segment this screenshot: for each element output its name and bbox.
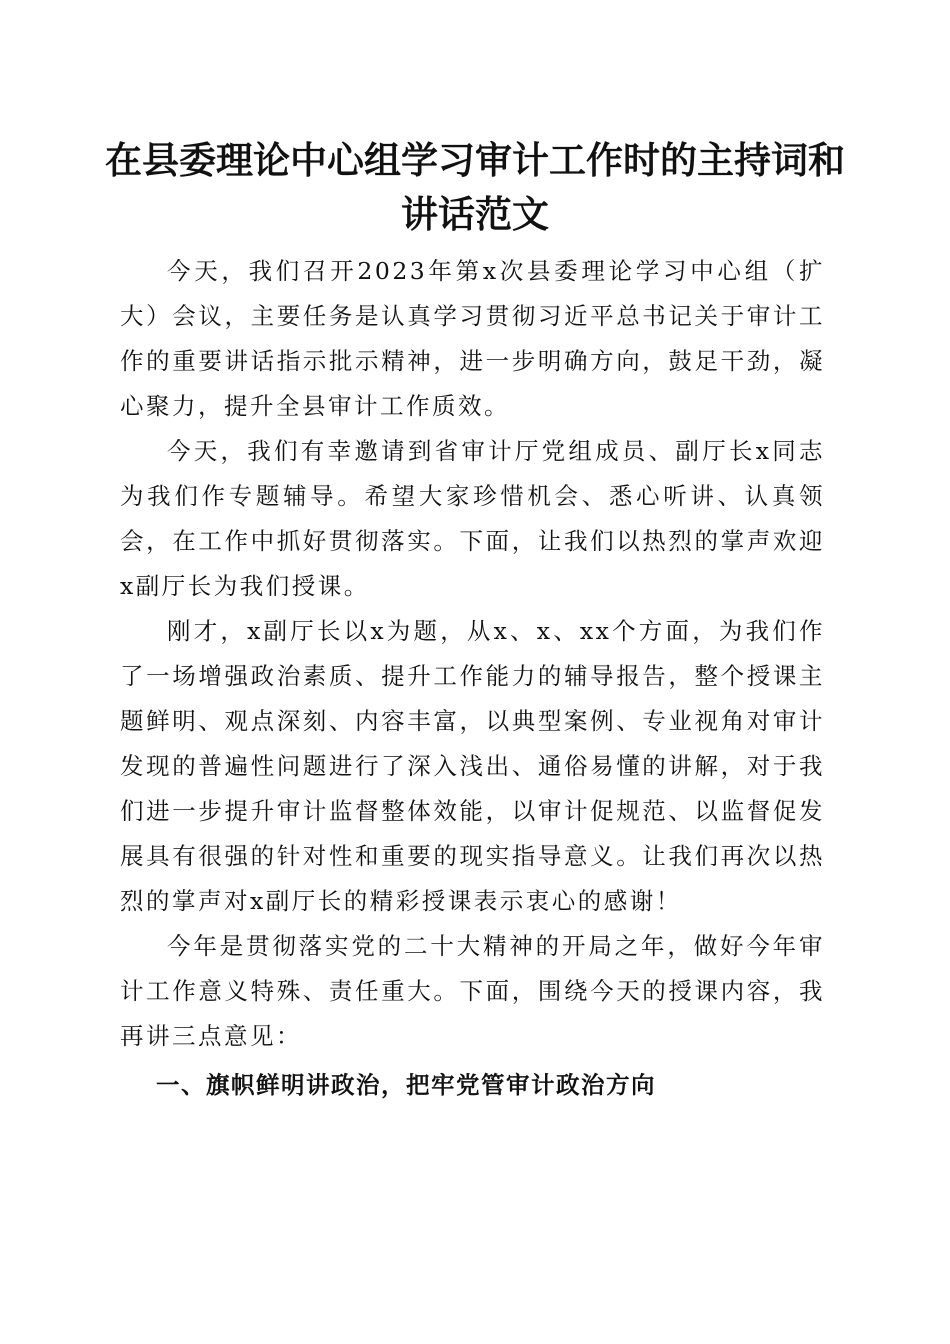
document-title xyxy=(100,133,850,241)
title-line-2: 讲话范文 xyxy=(401,192,549,236)
paragraph-transition: 今年是贯彻落实党的二十大精神的开局之年，做好今年审计工作意义特殊、责任重大。下面，围绕今天的授课内容，我再讲三点意见： xyxy=(120,932,825,1050)
section-heading: 一、旗帜鲜明讲政治，把牢党管审计政治方向 xyxy=(156,1071,656,1099)
paragraph-opening: 今天，我们召开2023年第x次县委理论学习中心组（扩大）会议，主要任务是认真学习贯彻习近平总书记关于审计工作的重要讲话指示批示精神，进一步明确方向，鼓足干劲，凝心聚力，提升全县审计工作质效。 xyxy=(120,257,825,420)
paragraph-invitation: 今天，我们有幸邀请到省审计厅党组成员、副厅长x同志为我们作专题辅导。希望大家珍惜机会、悉心听讲、认真领会，在工作中抓好贯彻落实。下面，让我们以热烈的掌声欢迎x副厅长为我们授课。 xyxy=(120,437,825,600)
document-body xyxy=(120,249,825,1108)
paragraph-thanks: 刚才，x副厅长以x为题，从x、x、xx个方面，为我们作了一场增强政治素质、提升工作能力的辅导报告，整个授课主题鲜明、观点深刻、内容丰富，以典型案例、专业视角对审计发现的普遍性问题进行了深入浅出、通俗易懂的讲解，对于我们进一步提升审计监督整体效能，以审计促规范、以监督促发展具有很强的针对性和重要的现实指导意义。让我们再次以热烈的掌声对x副厅长的精彩授课表示衷心的感谢！ xyxy=(120,617,825,915)
title-line-1: 在县委理论中心组学习审计工作时的主持词和 xyxy=(105,138,845,182)
